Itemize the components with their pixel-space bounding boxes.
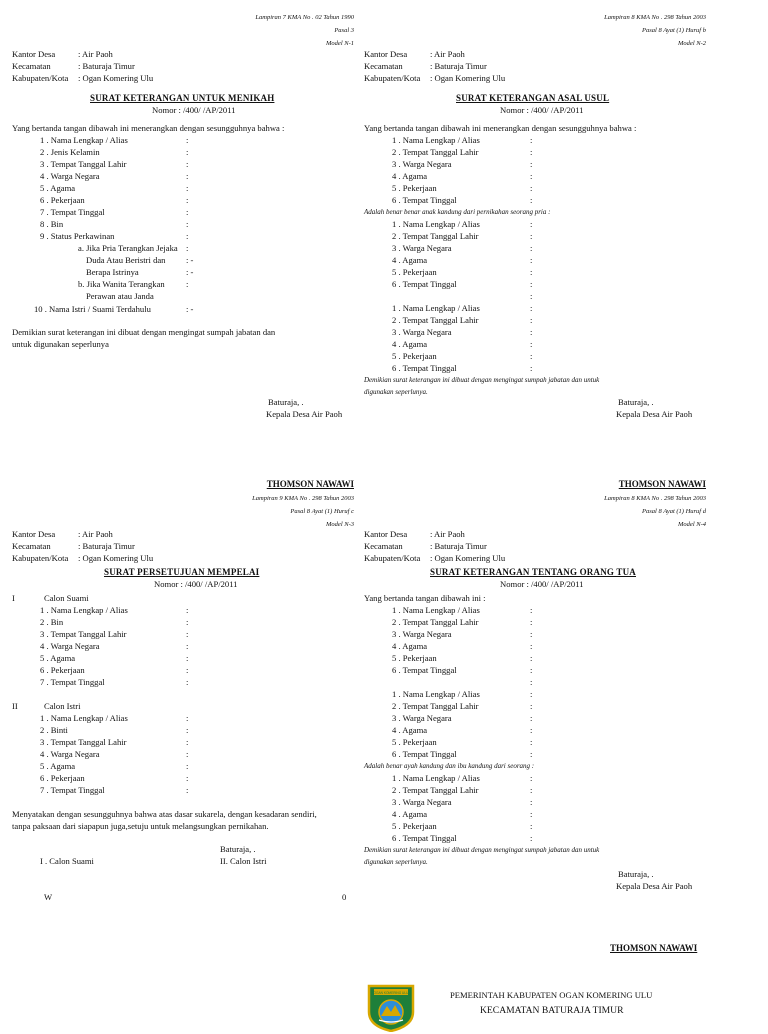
n4-signer-item-6: 6 . Tempat Tinggal xyxy=(392,665,457,675)
n4-second-item-6: 6 . Tempat Tinggal xyxy=(392,749,457,759)
n2-kabupaten-label: Kabupaten/Kota xyxy=(364,73,421,83)
n2-note: Adalah benar benar anak kandung dari pernikahan seorang pria : xyxy=(364,208,551,216)
n1-kecamatan-label: Kecamatan xyxy=(12,61,51,71)
n1-item-10: 10 . Nama Istri / Suami Terdahulu xyxy=(34,304,151,314)
n4-child-item-5: 5 . Pekerjaan xyxy=(392,821,437,831)
n4-kecamatan-value: : Baturaja Timur xyxy=(430,541,487,551)
n3-groom-3: 3 . Tempat Tanggal Lahir xyxy=(40,629,127,639)
n3-ref-1: Lampiran 9 KMA No . 298 Tahun 2003 xyxy=(252,495,354,502)
n2-nomor: Nomor : /400/ /AP/2011 xyxy=(500,105,584,115)
n4-second-item-5: 5 . Pekerjaan xyxy=(392,737,437,747)
n4-kantor-label: Kantor Desa xyxy=(364,529,408,539)
n2-mother-1: 1 . Nama Lengkap / Alias xyxy=(392,303,480,313)
n4-signature-name: THOMSON NAWAWI xyxy=(610,943,698,953)
n1-item-1: 1 . Nama Lengkap / Alias xyxy=(40,135,128,145)
form-n4: THOMSON NAWAWI Lampiran 8 KMA No . 298 Tahun 2003 Pasal 8 Ayat (1) Huruf d Model N-4 Kantor Desa : Air Paoh Kecamatan : Baturaja Timur Kabupaten/Kota : Ogan Komering Ulu SURAT KETERANGAN TENTANG ORANG TUA Nomor : /400/ /AP/2011 Yang bertanda tangan dibawah ini : 1 . Nama Lengkap / Alias 2 . Tempat Tanggal Lahir 3 . Warga Negara 4 . Agama 5 . Pekerjaan 6 . Tempat Tinggal : : : : : : : 1 . Nama Lengkap / Alias 2 . Tempat Tanggal Lahir 3 . Warga Negara 4 . Agama 5 . Pekerjaan 6 . Tempat Tinggal : : : : : : Adalah benar ayah kandung dan ibu kandung dari seorang : 1 . Nama Lengkap / Alias 2 . Tempat Tanggal Lahir 3 . Warga Negara 4 . Agama 5 . Pekerjaan 6 . Tempat Tinggal : : : : : : Demikian surat keterangan ini dibuat dengan mengingat sumpah jabatan dan untuk digunakan seperlunya. Baturaja, . Kepala Desa Air Paoh xyxy=(364,479,706,891)
n4-child-item-3: 3 . Warga Negara xyxy=(392,797,452,807)
form-n3: THOMSON NAWAWI Lampiran 9 KMA No . 298 Tahun 2003 Pasal 8 Ayat (1) Huruf c Model N-3 Kantor Desa : Air Paoh Kecamatan : Baturaja Timur Kabupaten/Kota : Ogan Komering Ulu SURAT PERSETUJUAN MEMPELAI Nomor : /400/ /AP/2011 I Calon Suami 1 . Nama Lengkap / Alias 2 . Bin 3 . Tempat Tanggal Lahir 4 . Warga Negara 5 . Agama 6 . Pekerjaan 7 . Tempat Tinggal : : : : : : : II Calon Istri 1 . Nama Lengkap / Alias 2 . Binti 3 . Tempat Tanggal Lahir 4 . Warga Negara 5 . Agama 6 . Pekerjaan 7 . Tempat Tinggal : : : : : : : Menyatakan dengan sesungguhnya bahwa atas dasar sukarela, dengan kesadaran sendiri, tanpa paksaan dari siapapun juga,setuju untuk melangsungkan pernikahan. Baturaja, . I . Calon Suami II. Calon Istri W 0 xyxy=(12,479,354,902)
n1-ref-3: Model N-1 xyxy=(326,40,354,47)
n3-closing-1: Menyatakan dengan sesungguhnya bahwa atas dasar sukarela, dengan kesadaran sendiri, xyxy=(12,809,317,819)
n4-signer: Kepala Desa Air Paoh xyxy=(616,881,693,891)
n2-father-6: 6 . Tempat Tinggal xyxy=(392,279,457,289)
form-n1: Lampiran 7 KMA No . 02 Tahun 1990 Pasal 3 Model N-1 Kantor Desa : Air Paoh Kecamatan : Baturaja Timur Kabupaten/Kota : Ogan Komering Ulu SURAT KETERANGAN UNTUK MENIKAH Nomor : /400/ /AP/2011 Yang bertanda tangan dibawah ini menerangkan dengan sesungguhnya bahwa : 1 . Nama Lengkap / Alias 2 . Jenis Kelamin 3 . Tempat Tanggal Lahir 4 . Warga Negara 5 . Agama 6 . Pekerjaan 7 . Tempat Tinggal 8 . Bin 9 . Status Perkawinan : : : : : : : : : a. Jika Pria Terangkan Jejaka Duda Atau Beristri dan Berapa Istrinya b. Jika Wanita Terangkan Perawan atau Janda : : - : - : 10 . Nama Istri / Suami Terdahulu : - Demikian surat keterangan ini dibuat dengan mengingat sumpah jabatan dan untuk digunakan seperlunya Baturaja, . Kepala Desa Air Paoh xyxy=(12,14,354,419)
n1-item-3: 3 . Tempat Tanggal Lahir xyxy=(40,159,127,169)
n1-signature-name: THOMSON NAWAWI xyxy=(266,479,354,489)
n3-kabupaten-value: : Ogan Komering Ulu xyxy=(78,553,154,563)
n3-kecamatan-value: : Baturaja Timur xyxy=(78,541,135,551)
gov-name-line-1: PEMERINTAH KABUPATEN OGAN KOMERING ULU xyxy=(450,990,653,1000)
n1-closing-2: untuk digunakan seperlunya xyxy=(12,339,109,349)
n4-signer-item-5: 5 . Pekerjaan xyxy=(392,653,437,663)
n1-sub-5: Perawan atau Janda xyxy=(86,291,154,301)
n2-closing-2: digunakan seperlunya. xyxy=(364,388,428,396)
n4-kabupaten-label: Kabupaten/Kota xyxy=(364,553,421,563)
n3-groom-7: 7 . Tempat Tinggal xyxy=(40,677,105,687)
n3-groom-6: 6 . Pekerjaan xyxy=(40,665,85,675)
n1-title: SURAT KETERANGAN UNTUK MENIKAH xyxy=(90,93,275,103)
n4-signer-item-1: 1 . Nama Lengkap / Alias xyxy=(392,605,480,615)
n3-groom-5: 5 . Agama xyxy=(40,653,76,663)
n3-groom-4: 4 . Warga Negara xyxy=(40,641,100,651)
n2-mother-3: 3 . Warga Negara xyxy=(392,327,452,337)
n4-child-item-6: 6 . Tempat Tinggal xyxy=(392,833,457,843)
n2-intro: Yang bertanda tangan dibawah ini menerangkan dengan sesungguhnya bahwa : xyxy=(364,123,637,133)
n1-item-5: 5 . Agama xyxy=(40,183,76,193)
n3-foot-left: W xyxy=(44,892,53,902)
n2-mother-6: 6 . Tempat Tinggal xyxy=(392,363,457,373)
n4-note: Adalah benar ayah kandung dan ibu kandung dari seorang : xyxy=(364,762,535,770)
n1-sub-2: Duda Atau Beristri dan xyxy=(86,255,166,265)
n2-ref-2: Pasal 8 Ayat (1) Huruf b xyxy=(642,27,706,34)
regency-emblem-icon xyxy=(365,984,417,1032)
n3-foot-right: 0 xyxy=(342,892,347,902)
n3-kantor-value: : Air Paoh xyxy=(78,529,113,539)
n4-second-item-4: 4 . Agama xyxy=(392,725,428,735)
n2-item-5: 5 . Pekerjaan xyxy=(392,183,437,193)
n1-sub-1: a. Jika Pria Terangkan Jejaka xyxy=(78,243,178,253)
n1-kantor-value: : Air Paoh xyxy=(78,49,113,59)
n2-father-1: 1 . Nama Lengkap / Alias xyxy=(392,219,480,229)
n2-place: Baturaja, . xyxy=(618,397,654,407)
n3-ref-3: Model N-3 xyxy=(326,521,354,528)
form-n2: Lampiran 8 KMA No . 298 Tahun 2003 Pasal 8 Ayat (1) Huruf b Model N-2 Kantor Desa : Air Paoh Kecamatan : Baturaja Timur Kabupaten/Kota : Ogan Komering Ulu SURAT KETERANGAN ASAL USUL Nomor : /400/ /AP/2011 Yang bertanda tangan dibawah ini menerangkan dengan sesungguhnya bahwa : 1 . Nama Lengkap / Alias 2 . Tempat Tanggal Lahir 3 . Warga Negara 4 . Agama 5 . Pekerjaan 6 . Tempat Tinggal : : : : : : Adalah benar benar anak kandung dari pernikahan seorang pria : 1 . Nama Lengkap / Alias 2 . Tempat Tanggal Lahir 3 . Warga Negara 4 . Agama 5 . Pekerjaan 6 . Tempat Tinggal : : : : : : : 1 . Nama Lengkap / Alias 2 . Tempat Tanggal Lahir 3 . Warga Negara 4 . Agama 5 . Pekerjaan 6 . Tempat Tinggal : : : : : : Demikian surat keterangan ini dibuat dengan mengingat sumpah jabatan dan untuk digunakan seperlunya. Baturaja, . Kepala Desa Air Paoh xyxy=(364,14,706,419)
n1-intro: Yang bertanda tangan dibawah ini menerangkan dengan sesungguhnya bahwa : xyxy=(12,123,285,133)
n2-item-4: 4 . Agama xyxy=(392,171,428,181)
n1-nomor: Nomor : /400/ /AP/2011 xyxy=(152,105,236,115)
n3-kecamatan-label: Kecamatan xyxy=(12,541,51,551)
n3-ref-2: Pasal 8 Ayat (1) Huruf c xyxy=(290,508,354,515)
n4-ref-1: Lampiran 8 KMA No . 298 Tahun 2003 xyxy=(604,495,706,502)
n4-child-item-4: 4 . Agama xyxy=(392,809,428,819)
n2-signature-name: THOMSON NAWAWI xyxy=(618,479,706,489)
n3-nomor: Nomor : /400/ /AP/2011 xyxy=(154,579,238,589)
n3-bride-5: 5 . Agama xyxy=(40,761,76,771)
n3-sign-right: II. Calon Istri xyxy=(220,856,267,866)
n2-item-6: 6 . Tempat Tinggal xyxy=(392,195,457,205)
n1-item-4: 4 . Warga Negara xyxy=(40,171,100,181)
n2-mother-5: 5 . Pekerjaan xyxy=(392,351,437,361)
n4-child-item-2: 2 . Tempat Tanggal Lahir xyxy=(392,785,479,795)
n4-kecamatan-label: Kecamatan xyxy=(364,541,403,551)
n3-bride-6: 6 . Pekerjaan xyxy=(40,773,85,783)
n3-bride-3: 3 . Tempat Tanggal Lahir xyxy=(40,737,127,747)
n1-signer: Kepala Desa Air Paoh xyxy=(266,409,343,419)
n4-closing-1: Demikian surat keterangan ini dibuat dengan mengingat sumpah jabatan dan untuk xyxy=(364,846,600,854)
n1-sub-3: Berapa Istrinya xyxy=(86,267,139,277)
n1-kabupaten-label: Kabupaten/Kota xyxy=(12,73,69,83)
n1-kantor-label: Kantor Desa xyxy=(12,49,56,59)
n2-father-3: 3 . Warga Negara xyxy=(392,243,452,253)
n3-kabupaten-label: Kabupaten/Kota xyxy=(12,553,69,563)
n4-signer-item-2: 2 . Tempat Tanggal Lahir xyxy=(392,617,479,627)
n3-kantor-label: Kantor Desa xyxy=(12,529,56,539)
n3-sec2-label: Calon Istri xyxy=(44,701,81,711)
n2-ref-3: Model N-2 xyxy=(678,40,706,47)
n1-closing-1: Demikian surat keterangan ini dibuat dengan mengingat sumpah jabatan dan xyxy=(12,327,276,337)
n2-kecamatan-value: : Baturaja Timur xyxy=(430,61,487,71)
n4-second-item-3: 3 . Warga Negara xyxy=(392,713,452,723)
n1-item-8: 8 . Bin xyxy=(40,219,64,229)
n2-kabupaten-value: : Ogan Komering Ulu xyxy=(430,73,506,83)
n3-title: SURAT PERSETUJUAN MEMPELAI xyxy=(104,567,260,577)
n1-kabupaten-value: : Ogan Komering Ulu xyxy=(78,73,154,83)
n3-closing-2: tanpa paksaan dari siapapun juga,setuju untuk melangsungkan pernikahan. xyxy=(12,821,269,831)
n2-ref-1: Lampiran 8 KMA No . 298 Tahun 2003 xyxy=(604,14,706,21)
n2-mother-4: 4 . Agama xyxy=(392,339,428,349)
n2-kantor-value: : Air Paoh xyxy=(430,49,465,59)
n1-item-7: 7 . Tempat Tinggal xyxy=(40,207,105,217)
n4-closing-2: digunakan seperlunya. xyxy=(364,858,428,866)
n4-signer-item-3: 3 . Warga Negara xyxy=(392,629,452,639)
n2-father-5: 5 . Pekerjaan xyxy=(392,267,437,277)
n2-item-2: 2 . Tempat Tanggal Lahir xyxy=(392,147,479,157)
n2-title: SURAT KETERANGAN ASAL USUL xyxy=(456,93,610,103)
n3-place: Baturaja, . xyxy=(220,844,256,854)
n4-nomor: Nomor : /400/ /AP/2011 xyxy=(500,579,584,589)
n2-mother-2: 2 . Tempat Tanggal Lahir xyxy=(392,315,479,325)
n1-sub-4: b. Jika Wanita Terangkan xyxy=(78,279,165,289)
n3-bride-7: 7 . Tempat Tinggal xyxy=(40,785,105,795)
n2-father-2: 2 . Tempat Tanggal Lahir xyxy=(392,231,479,241)
n1-ref-2: Pasal 3 xyxy=(334,27,354,34)
n4-place: Baturaja, . xyxy=(618,869,654,879)
n4-ref-2: Pasal 8 Ayat (1) Huruf d xyxy=(642,508,706,515)
n2-signer: Kepala Desa Air Paoh xyxy=(616,409,693,419)
n4-intro: Yang bertanda tangan dibawah ini : xyxy=(364,593,486,603)
n2-closing-1: Demikian surat keterangan ini dibuat dengan mengingat sumpah jabatan dan untuk xyxy=(364,376,600,384)
n3-sign-left: I . Calon Suami xyxy=(40,856,94,866)
n4-child-item-1: 1 . Nama Lengkap / Alias xyxy=(392,773,480,783)
n2-father-4: 4 . Agama xyxy=(392,255,428,265)
n3-sec1-label: Calon Suami xyxy=(44,593,89,603)
n1-kecamatan-value: : Baturaja Timur xyxy=(78,61,135,71)
n3-bride-1: 1 . Nama Lengkap / Alias xyxy=(40,713,128,723)
n2-item-1: 1 . Nama Lengkap / Alias xyxy=(392,135,480,145)
n4-kantor-value: : Air Paoh xyxy=(430,529,465,539)
n1-item-2: 2 . Jenis Kelamin xyxy=(40,147,100,157)
n3-groom-1: 1 . Nama Lengkap / Alias xyxy=(40,605,128,615)
emblem-lettering: OGAN KOMERING ULU xyxy=(373,991,409,995)
n3-groom-2: 2 . Bin xyxy=(40,617,64,627)
n3-bride-4: 4 . Warga Negara xyxy=(40,749,100,759)
n4-second-item-2: 2 . Tempat Tanggal Lahir xyxy=(392,701,479,711)
n4-ref-3: Model N-4 xyxy=(678,521,706,528)
n3-bride-2: 2 . Binti xyxy=(40,725,68,735)
n1-place: Baturaja, . xyxy=(268,397,304,407)
n3-sec1-num: I xyxy=(12,593,15,603)
n2-kantor-label: Kantor Desa xyxy=(364,49,408,59)
n2-item-3: 3 . Warga Negara xyxy=(392,159,452,169)
n3-sec2-num: II xyxy=(12,701,18,711)
n1-ref-1: Lampiran 7 KMA No . 02 Tahun 1990 xyxy=(255,14,354,21)
gov-name-line-2: KECAMATAN BATURAJA TIMUR xyxy=(480,1005,624,1016)
n1-item-6: 6 . Pekerjaan xyxy=(40,195,85,205)
n2-kecamatan-label: Kecamatan xyxy=(364,61,403,71)
n1-item-9: 9 . Status Perkawinan xyxy=(40,231,115,241)
n4-second-item-1: 1 . Nama Lengkap / Alias xyxy=(392,689,480,699)
n4-signer-item-4: 4 . Agama xyxy=(392,641,428,651)
n4-title: SURAT KETERANGAN TENTANG ORANG TUA xyxy=(430,567,636,577)
n4-kabupaten-value: : Ogan Komering Ulu xyxy=(430,553,506,563)
